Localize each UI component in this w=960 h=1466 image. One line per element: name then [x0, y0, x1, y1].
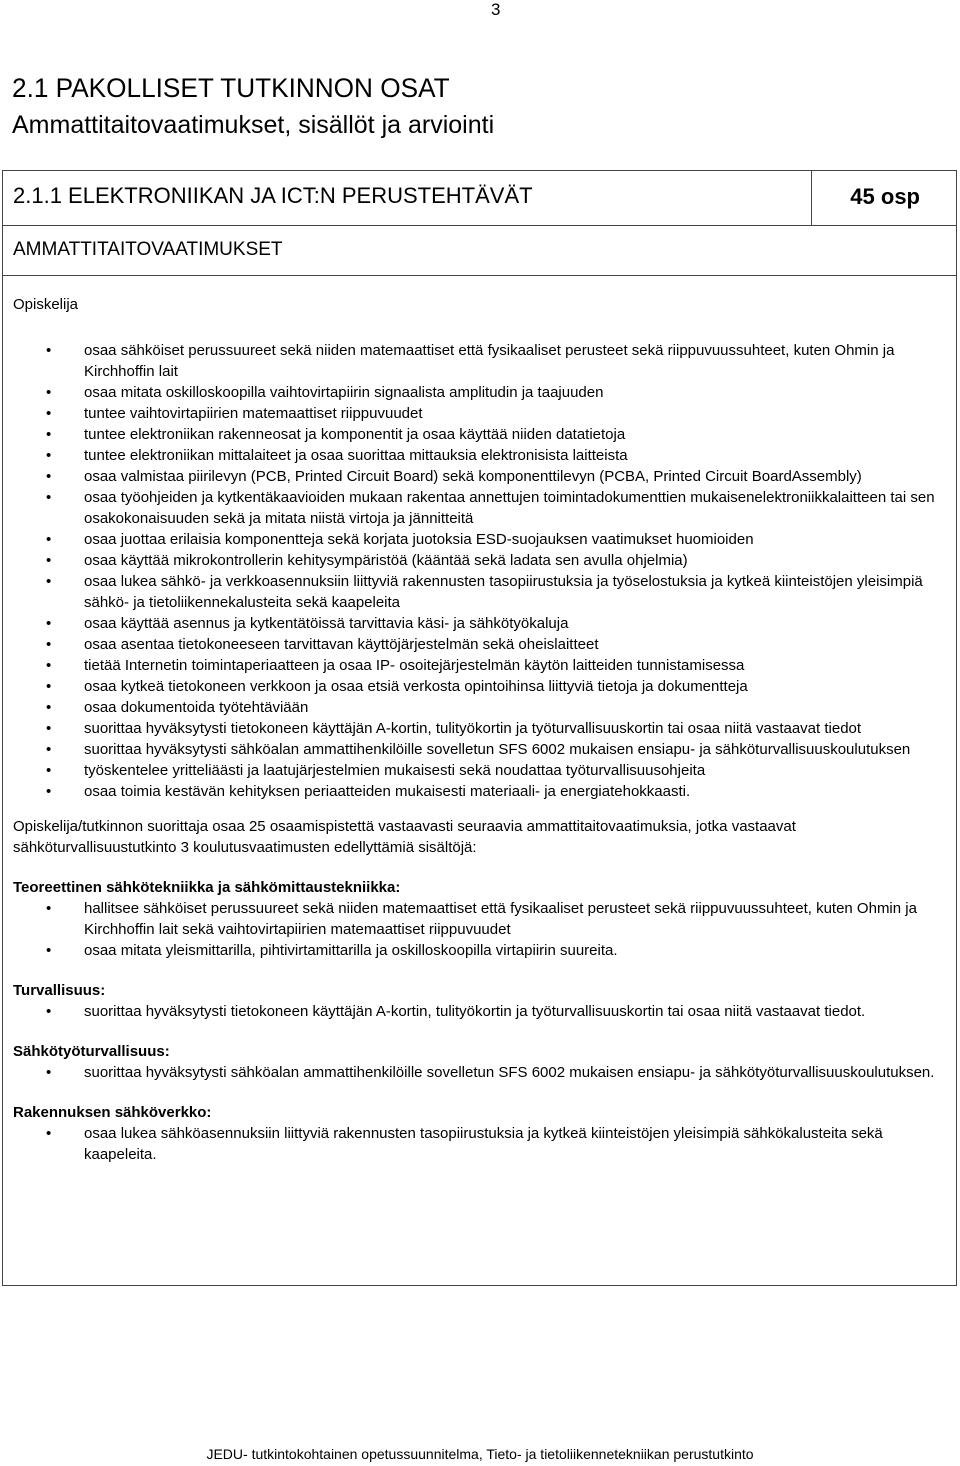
- category-item: • suorittaa hyväksytysti sähköalan ammattihenkilöille sovelletun SFS 6002 mukaisen ensiapu- ja sähkötyöturvallisuuskoulutuksen.: [13, 1062, 948, 1083]
- requirement-item: • osaa sähköiset perussuureet sekä niiden matemaattiset että fysikaaliset perusteet sekä riippuvuussuhteet, kuten Ohmin ja Kirchhoffin lait: [13, 340, 948, 382]
- category-heading: Sähkötyöturvallisuus:: [13, 1043, 170, 1060]
- requirement-item: • osaa kytkeä tietokoneen verkkoon ja osaa etsiä verkosta opintoihinsa liittyviä tietoja ja dokumentteja: [13, 676, 948, 697]
- category-heading: Turvallisuus:: [13, 982, 106, 999]
- page-footer: JEDU- tutkintokohtainen opetussuunnitelma, Tieto- ja tietoliikennetekniikan perustutkinto: [206, 1446, 754, 1462]
- student-label: Opiskelija: [13, 296, 79, 313]
- page-number: 3: [491, 0, 501, 19]
- requirement-item: • osaa toimia kestävän kehityksen periaatteiden mukaisesti materiaali- ja energiatehokkaasti.: [13, 781, 948, 802]
- requirements-heading-row: [3, 225, 956, 276]
- requirement-item: • osaa asentaa tietokoneeseen tarvittavan käyttöjärjestelmän sekä oheislaitteet: [13, 634, 948, 655]
- category-list: [13, 898, 948, 961]
- content-category: [13, 980, 948, 1022]
- category-list: [13, 1062, 948, 1083]
- requirement-item: • suorittaa hyväksytysti tietokoneen käyttäjän A-kortin, tulityökortin ja työturvallisuuskortin tai osaa niitä vastaavat tiedot: [13, 718, 948, 739]
- requirement-item: • osaa mitata oskilloskoopilla vaihtovirtapiirin signaalista amplitudin ja taajuuden: [13, 382, 948, 403]
- section-title: 2.1 PAKOLLISET TUTKINNON OSAT: [12, 73, 450, 103]
- content-category: [13, 1041, 948, 1083]
- category-item: • osaa mitata yleismittarilla, pihtivirtamittarilla ja oskilloskoopilla virtapiirin suureita.: [13, 940, 948, 961]
- requirement-item: • osaa valmistaa piirilevyn (PCB, Printed Circuit Board) sekä komponenttilevyn (PCBA, Printed Circuit BoardAssembly): [13, 466, 948, 487]
- module-title: 2.1.1 ELEKTRONIIKAN JA ICT:N PERUSTEHTÄVÄT: [13, 183, 533, 208]
- requirements-heading: AMMATTITAITOVAATIMUKSET: [13, 239, 283, 260]
- requirement-item: • osaa juottaa erilaisia komponentteja sekä korjata juotoksia ESD-suojauksen vaatimukset huomioiden: [13, 529, 948, 550]
- module-table: [2, 170, 957, 1286]
- requirement-item: • osaa käyttää asennus ja kytkentätöissä tarvittavia käsi- ja sähkötyökaluja: [13, 613, 948, 634]
- category-list: [13, 1001, 948, 1022]
- category-item: • osaa lukea sähköasennuksiin liittyviä rakennusten tasopiirustuksia ja kytkeä kiinteistöjen yleisimpiä sähkökalusteita sekä kaapeleita.: [13, 1123, 948, 1165]
- content-category: [13, 1102, 948, 1165]
- module-header-row: [3, 171, 956, 226]
- content-categories: [13, 877, 948, 1165]
- category-heading: Teoreettinen sähkötekniikka ja sähkömittaustekniikka:: [13, 879, 401, 896]
- category-heading: Rakennuksen sähköverkko:: [13, 1104, 212, 1121]
- requirement-item: • tuntee vaihtovirtapiirien matemaattiset riippuvuudet: [13, 403, 948, 424]
- requirement-item: • tuntee elektroniikan rakenneosat ja komponentit ja osaa käyttää niiden datatietoja: [13, 424, 948, 445]
- category-list: [13, 1123, 948, 1165]
- section-subtitle: Ammattitaitovaatimukset, sisällöt ja arviointi: [12, 111, 495, 139]
- category-item: • suorittaa hyväksytysti tietokoneen käyttäjän A-kortin, tulityökortin ja työturvallisuuskortin tai osaa niitä vastaavat tiedot.: [13, 1001, 948, 1022]
- requirement-item: • osaa dokumentoida työtehtäviään: [13, 697, 948, 718]
- requirements-list: [13, 340, 948, 802]
- requirement-item: • työskentelee yritteliäästi ja laatujärjestelmien mukaisesti sekä noudattaa työturvallisuusohjeita: [13, 760, 948, 781]
- requirement-item: • osaa käyttää mikrokontrollerin kehitysympäristöä (kääntää sekä ladata sen avulla ohjelmia): [13, 550, 948, 571]
- requirement-item: • osaa työohjeiden ja kytkentäkaavioiden mukaan rakentaa annettujen toimintadokumenttien mukaisenelektroniikkalaitteen tai sen osakokonaisuuden sekä ja mitata niistä virtoja ja jännitteitä: [13, 487, 948, 529]
- module-credits: 45 osp: [850, 184, 920, 209]
- requirement-item: • tietää Internetin toimintaperiaatteen ja osaa IP- osoitejärjestelmän käytön laitteiden tunnistamisessa: [13, 655, 948, 676]
- requirement-item: • tuntee elektroniikan mittalaiteet ja osaa suorittaa mittauksia elektronisista laitteista: [13, 445, 948, 466]
- section-heading: [12, 68, 932, 142]
- module-title-cell: [3, 171, 812, 225]
- requirement-item: • suorittaa hyväksytysti sähköalan ammattihenkilöille sovelletun SFS 6002 mukaisen ensiapu- ja sähköturvallisuuskoulutuksen: [13, 739, 948, 760]
- content-category: [13, 877, 948, 961]
- category-item: • hallitsee sähköiset perussuureet sekä niiden matemaattiset että fysikaaliset perusteet sekä riippuvuussuhteet, kuten Ohmin ja Kirchhoffin lait sekä vaihtovirtapiirien matemaattiset riippuvuudet: [13, 898, 948, 940]
- requirement-item: • osaa lukea sähkö- ja verkkoasennuksiin liittyviä rakennusten tasopiirustuksia ja työselostuksia ja kytkeä kiinteistöjen yleisimpiä sähkö- ja tietoliikennekalusteita sekä kaapeleita: [13, 571, 948, 613]
- module-content: [13, 294, 948, 1165]
- intro-paragraph: Opiskelija/tutkinnon suorittaja osaa 25 osaamispistettä vastaavasti seuraavia ammattitaitovaatimuksia, jotka vastaavat sähköturvallisuustutkinto 3 koulutusvaatimusten edellyttämiä sisältöjä:: [13, 818, 796, 856]
